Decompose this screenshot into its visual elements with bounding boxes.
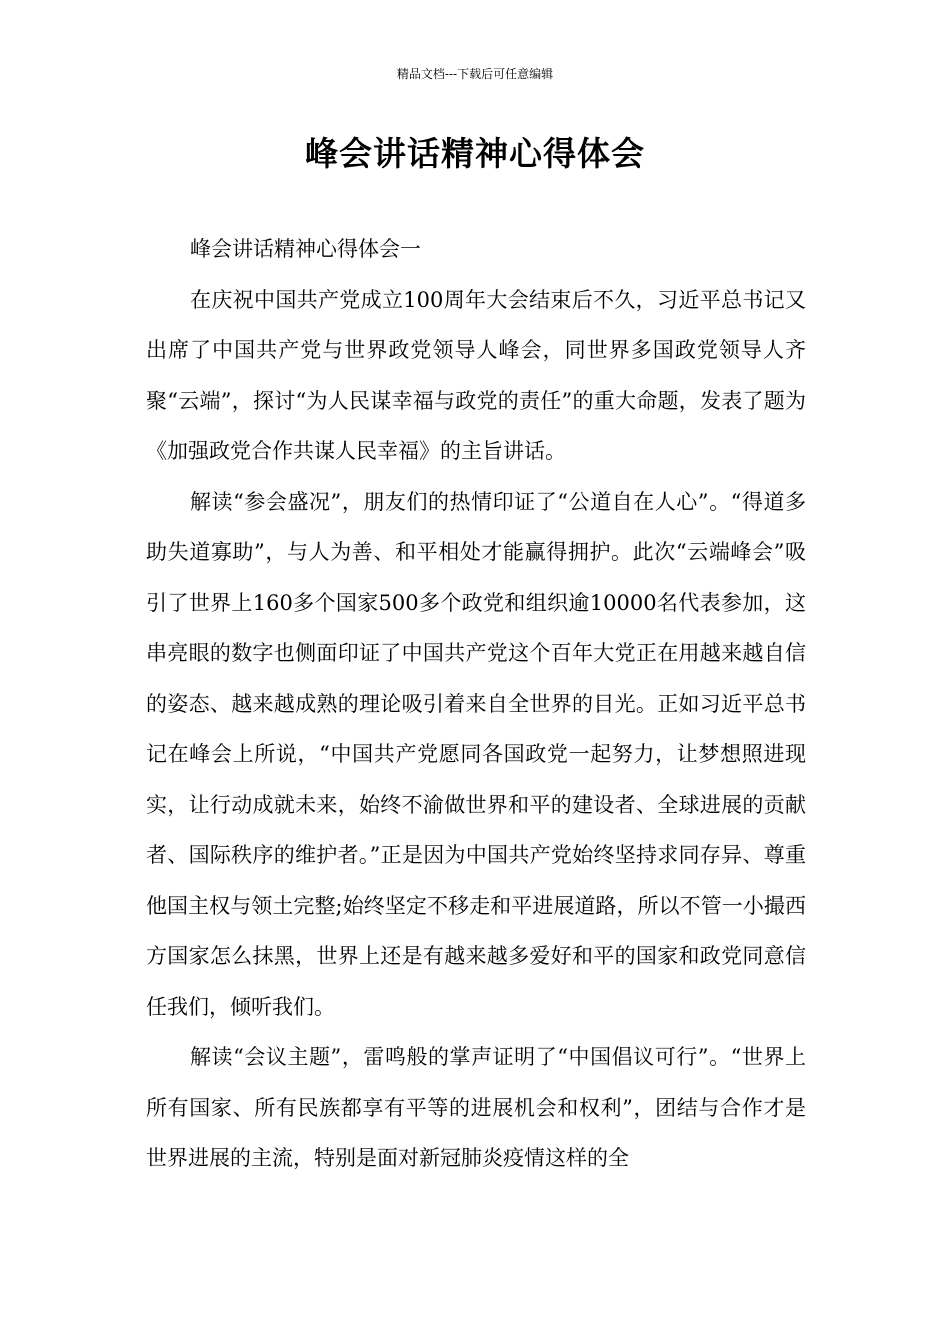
section-heading: 峰会讲话精神心得体会一 [190, 237, 421, 261]
document-body [146, 224, 806, 1184]
paragraph: 解读“会议主题”，雷鸣般的掌声证明了“中国倡议可行”。“世界上所有国家、所有民族都享有平等的进展机会和权利”，团结与合作才是世界进展的主流，特别是面对新冠肺炎疫情这样的全 [146, 1045, 806, 1170]
paragraph: 在庆祝中国共产党成立100周年大会结束后不久，习近平总书记又出席了中国共产党与世界政党领导人峰会，同世界多国政党领导人齐聚“云端”，探讨“为人民谋幸福与政党的责任”的重大命题，发表了题为《加强政党合作共谋人民幸福》的主旨讲话。 [146, 287, 806, 463]
paragraph: 解读“参会盛况”，朋友们的热情印证了“公道自在人心”。“得道多助失道寡助”，与人为善、和平相处才能赢得拥护。此次“云端峰会”吸引了世界上160多个国家500多个政党和组织逾10000名代表参加，这串亮眼的数字也侧面印证了中国共产党这个百年大党正在用越来越自信的姿态、越来越成熟的理论吸引着来自全世界的目光。正如习近平总书记在峰会上所说，“中国共产党愿同各国政党一起努力，让梦想照进现实，让行动成就未来，始终不渝做世界和平的建设者、全球进展的贡献者、国际秩序的维护者。”正是因为中国共产党始终坚持求同存异、尊重他国主权与领土完整;始终坚定不移走和平进展道路，所以不管一小撮西方国家怎么抹黑，世界上还是有越来越多爱好和平的国家和政党同意信任我们，倾听我们。 [146, 489, 806, 1019]
page-header: 精品文档---下载后可任意编辑 [396, 67, 554, 81]
document-title: 峰会讲话精神心得体会 [305, 134, 645, 173]
